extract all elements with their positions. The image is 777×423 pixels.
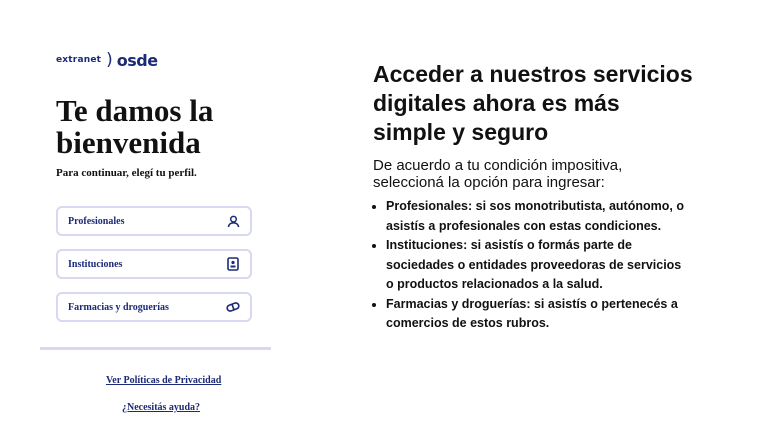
profile-button-farmacias[interactable] [56, 292, 252, 322]
logo-brand: osde [116, 50, 158, 70]
info-lead: De acuerdo a tu condición impositiva, seleccioná la opción para ingresar: [373, 157, 623, 191]
info-list-item: • Profesionales: si sos monotributista, autónomo, o asistís a profesionales con estas condiciones. [386, 197, 686, 236]
welcome-subtitle: Para continuar, elegí tu perfil. [56, 167, 197, 179]
welcome-title: Te damos la bienvenida [56, 93, 214, 160]
info-title: Acceder a nuestros servicios digitales ahora es más simple y seguro [373, 61, 693, 145]
info-list-item: • Instituciones: si asistís o formás parte de sociedades o entidades proveedoras de servicios o productos relacionados a la salud. [386, 236, 686, 295]
divider [40, 347, 271, 350]
extranet-osde-logo [56, 50, 158, 70]
profile-button-profesionales[interactable] [56, 206, 252, 236]
privacy-policy-link[interactable]: Ver Políticas de Privacidad [106, 375, 222, 386]
info-list [371, 197, 686, 334]
info-list-item: • Farmacias y droguerías: si asistís o pertenecés a comercios de estos rubros. [386, 295, 686, 334]
pills-icon [226, 300, 240, 314]
help-link[interactable]: ¿Necesitás ayuda? [122, 402, 201, 413]
logo-prefix: extranet [56, 55, 102, 65]
profile-button-label: Profesionales [68, 215, 125, 227]
profile-button-label: Instituciones [68, 258, 123, 270]
logo-separator: ) [106, 49, 113, 70]
profile-button-instituciones[interactable] [56, 249, 252, 279]
id-badge-icon [226, 257, 240, 271]
user-icon [226, 214, 240, 228]
profile-button-label: Farmacias y droguerías [68, 301, 169, 313]
